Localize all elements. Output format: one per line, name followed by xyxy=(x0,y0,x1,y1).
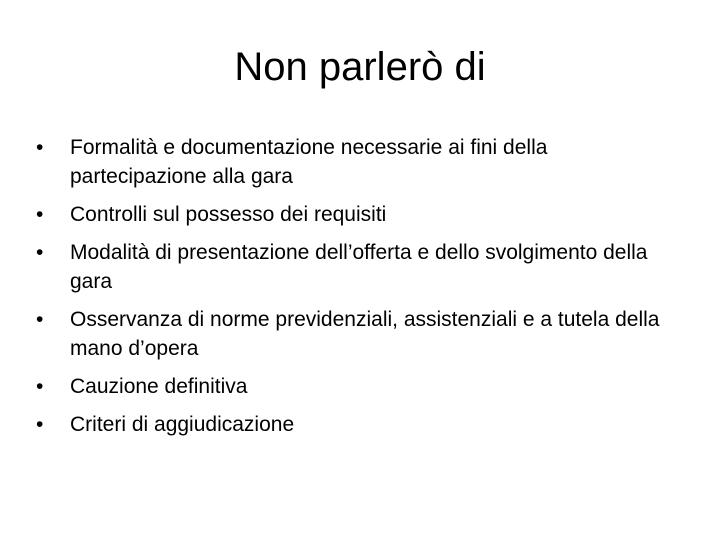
bullet-marker: • xyxy=(36,203,44,226)
bullet-list xyxy=(36,133,666,448)
bullet-marker: • xyxy=(36,308,44,331)
bullet-text: Modalità di presentazione dell’offerta e dello svolgimento della gara xyxy=(70,241,648,293)
bullet-item xyxy=(36,200,666,229)
bullet-marker: • xyxy=(36,413,44,436)
bullet-item xyxy=(36,133,666,191)
bullet-marker: • xyxy=(36,375,44,398)
bullet-item xyxy=(36,305,666,363)
bullet-text: Formalità e documentazione necessarie ai fini della partecipazione alla gara xyxy=(70,136,548,188)
bullet-item xyxy=(36,372,666,401)
bullet-item xyxy=(36,238,666,296)
bullet-marker: • xyxy=(36,241,44,264)
bullet-text: Controlli sul possesso dei requisiti xyxy=(70,203,387,226)
bullet-marker: • xyxy=(36,136,44,159)
bullet-text: Osservanza di norme previdenziali, assistenziali e a tutela della mano d’opera xyxy=(70,308,660,360)
bullet-text: Criteri di aggiudicazione xyxy=(70,413,295,436)
bullet-item xyxy=(36,410,666,439)
bullet-text: Cauzione definitiva xyxy=(70,375,248,398)
slide-title: Non parlerò di xyxy=(234,45,486,89)
